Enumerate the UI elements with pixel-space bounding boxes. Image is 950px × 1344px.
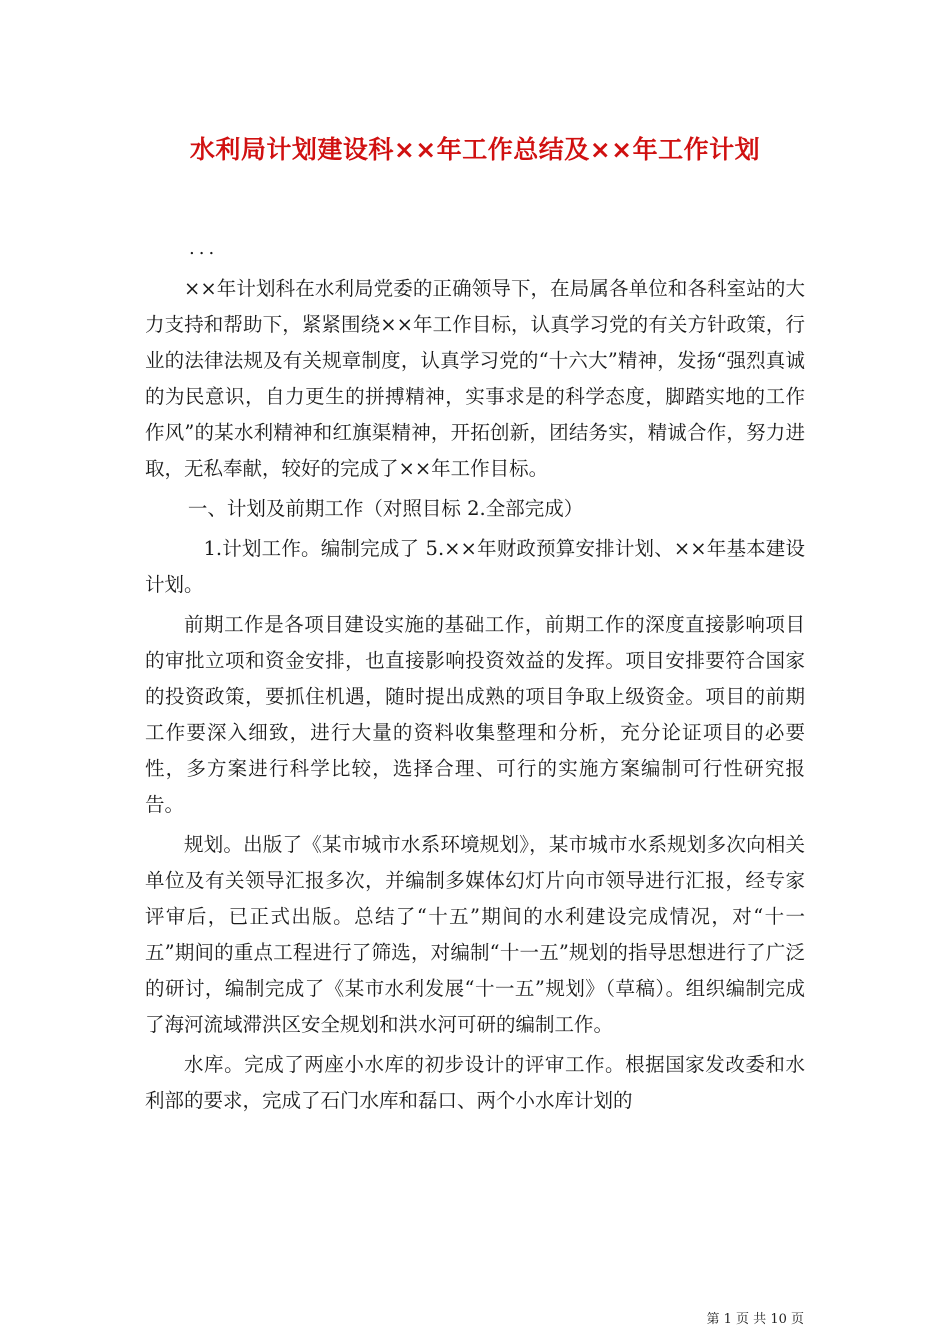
section-heading: 一、计划及前期工作（对照目标 2.全部完成） bbox=[187, 497, 584, 520]
paragraph-reservoir: 水库。完成了两座小水库的初步设计的评审工作。根据国家发改委和水利部的要求，完成了石门水库和磊口、两个小水库计划的 bbox=[145, 1053, 805, 1112]
document-title: 水利局计划建设科××年工作总结及××年工作计划 bbox=[189, 135, 761, 164]
ellipsis-mark: ... bbox=[189, 238, 219, 259]
document-body bbox=[145, 271, 805, 1123]
paragraph-plan-work: 1.计划工作。编制完成了 5.××年财政预算安排计划、××年基本建设计划。 bbox=[145, 537, 805, 596]
paragraph-preliminary-work: 前期工作是各项目建设实施的基础工作，前期工作的深度直接影响项目的审批立项和资金安排，也直接影响投资效益的发挥。项目安排要符合国家的投资政策，要抓住机遇，随时提出成熟的项目争取上级资金。项目的前期工作要深入细致，进行大量的资料收集整理和分析，充分论证项目的必要性，多方案进行科学比较，选择合理、可行的实施方案编制可行性研究报告。 bbox=[145, 613, 805, 816]
paragraph-intro: ××年计划科在水利局党委的正确领导下，在局属各单位和各科室站的大力支持和帮助下，紧紧围绕××年工作目标，认真学习党的有关方针政策，行业的法律法规及有关规章制度，认真学习党的“十六大”精神，发扬“强烈真诚的为民意识，自力更生的拼搏精神，实事求是的科学态度，脚踏实地的工作作风”的某水利精神和红旗渠精神，开拓创新，团结务实，精诚合作，努力进取，无私奉献，较好的完成了××年工作目标。 bbox=[145, 277, 805, 480]
paragraph-planning: 规划。出版了《某市城市水系环境规划》，某市城市水系规划多次向相关单位及有关领导汇报多次，并编制多媒体幻灯片向市领导进行汇报，经专家评审后，已正式出版。总结了“十五”期间的水利建设完成情况，对“十一五”期间的重点工程进行了筛选，对编制“十一五”规划的指导思想进行了广泛的研讨，编制完成了《某市水利发展“十一五”规划》（草稿）。组织编制完成了海河流域滞洪区安全规划和洪水河可研的编制工作。 bbox=[145, 833, 805, 1036]
page-number: 第 1 页 共 10 页 bbox=[706, 1312, 804, 1327]
